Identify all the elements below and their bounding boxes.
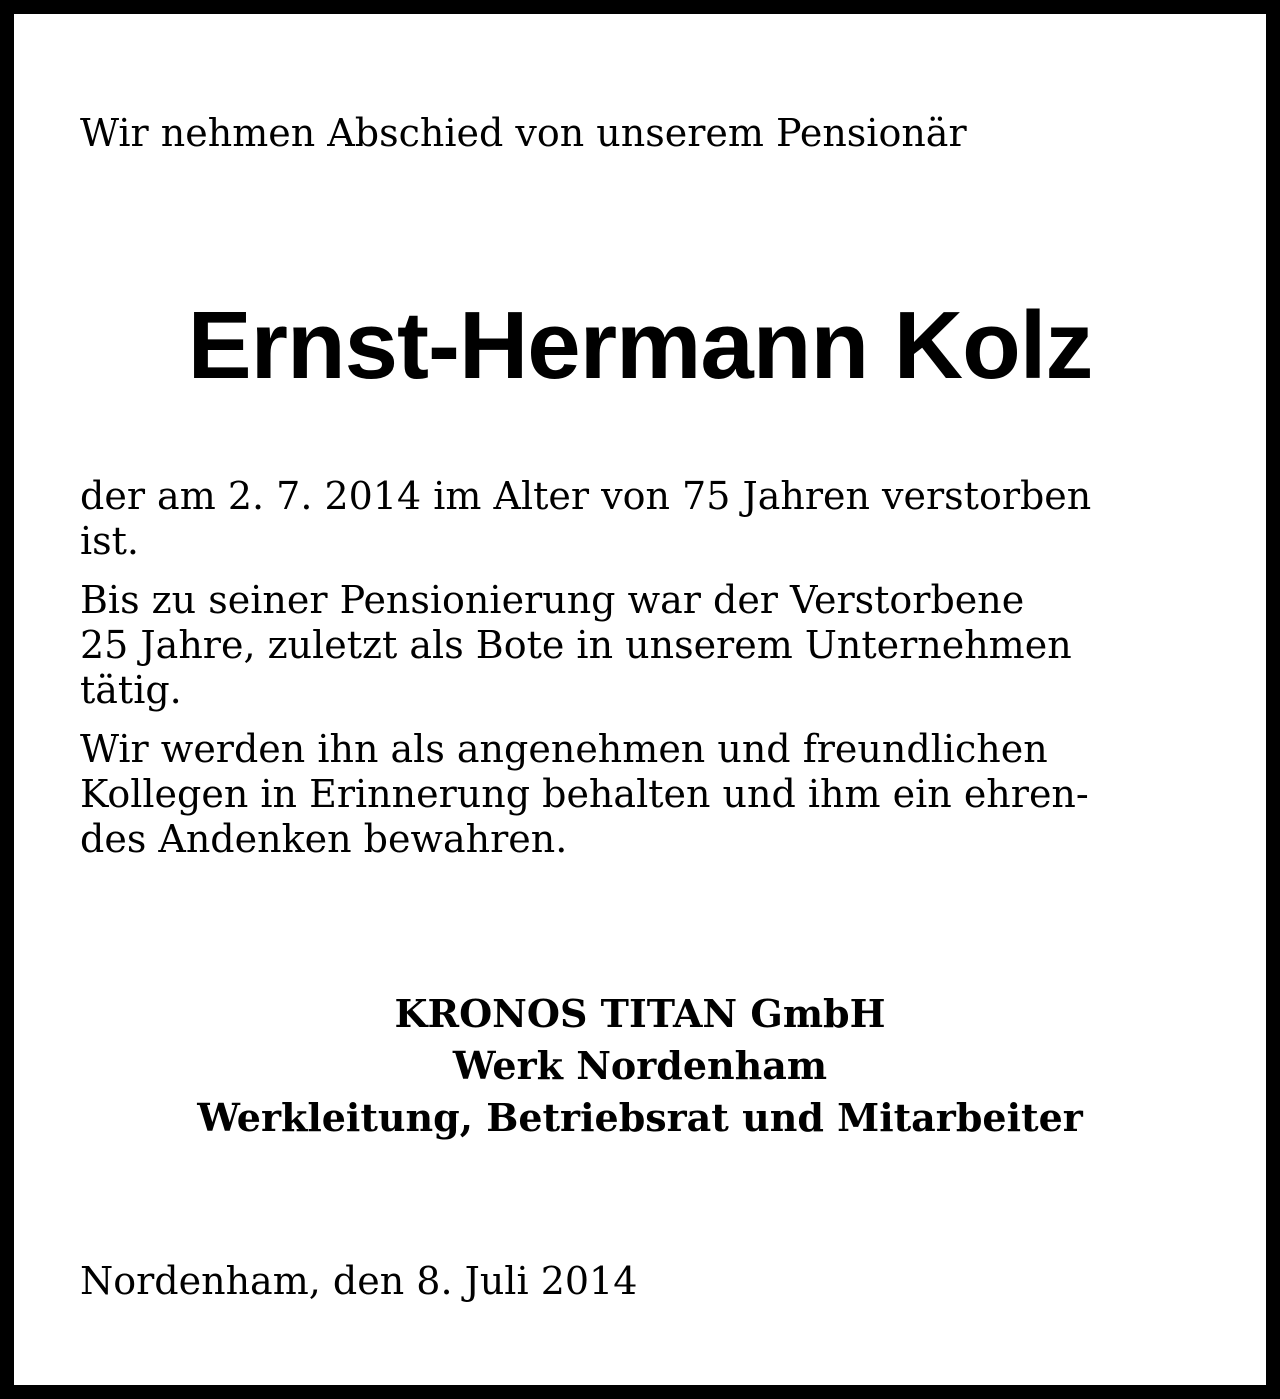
place-and-date: Nordenham, den 8. Juli 2014 (80, 1259, 638, 1303)
text-line: 25 Jahre, zuletzt als Bote in unserem Unternehmen (80, 623, 1072, 667)
paragraph-remembrance (80, 727, 1210, 862)
signatory-groups: Werkleitung, Betriebsrat und Mitarbeiter (197, 1095, 1083, 1140)
intro-line: Wir nehmen Abschied von unserem Pensionär (80, 111, 967, 155)
text-line: Kollegen in Erinnerung behalten und ihm ein ehren- (80, 772, 1089, 816)
text-line: der am 2. 7. 2014 im Alter von 75 Jahren verstorben (80, 474, 1092, 518)
signature-block (14, 988, 1266, 1144)
company-name: KRONOS TITAN GmbH (394, 991, 886, 1036)
text-line: Bis zu seiner Pensionierung war der Verstorbene (80, 578, 1025, 622)
plant-name: Werk Nordenham (452, 1043, 828, 1088)
text-line: tätig. (80, 668, 182, 712)
text-line: ist. (80, 519, 140, 563)
paragraph-death-date (80, 474, 1210, 564)
text-line: Wir werden ihn als angenehmen und freundlichen (80, 727, 1048, 771)
obituary-body (80, 474, 1210, 876)
deceased-name: Ernst-Hermann Kolz (187, 292, 1093, 399)
text-line: des Andenken bewahren. (80, 817, 568, 861)
paragraph-career (80, 578, 1210, 713)
